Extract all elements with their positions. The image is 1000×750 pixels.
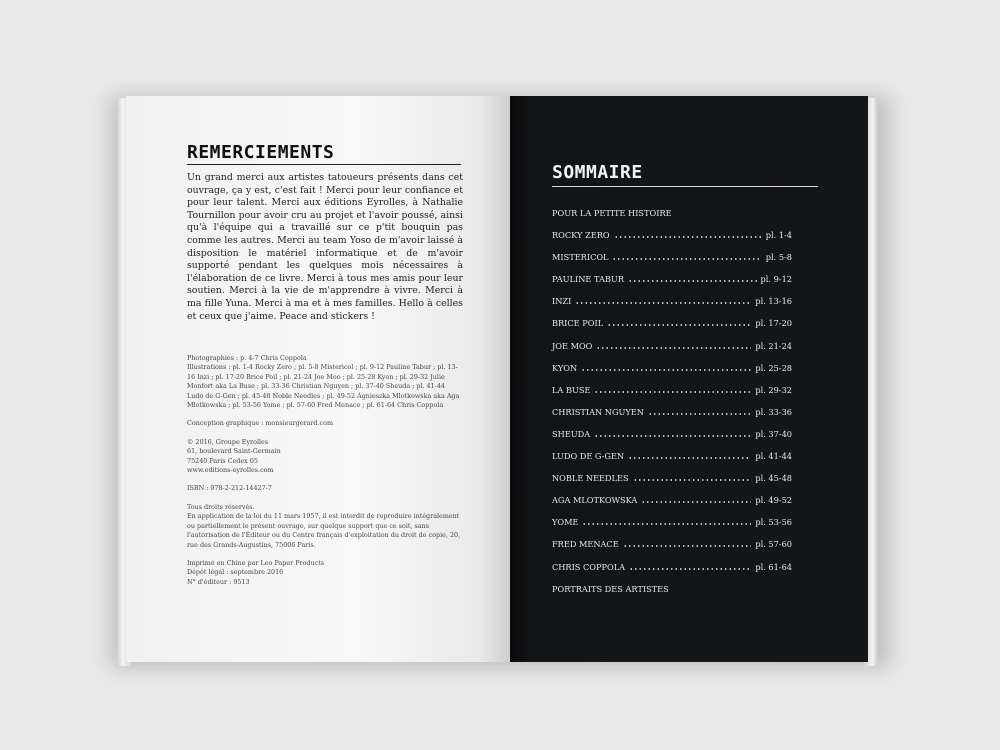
toc-entry-name: KYON <box>552 362 578 373</box>
toc-entry-name: JOE MOO <box>552 340 593 351</box>
toc-entry-pages: pl. 29-32 <box>755 384 792 395</box>
right-page <box>510 96 868 662</box>
toc-leader-dots <box>628 280 757 282</box>
toc-entry-pages: pl. 5-8 <box>765 252 792 263</box>
toc-entry <box>552 407 792 421</box>
print-line: N° d'éditeur : 9513 <box>187 577 250 586</box>
photo-credits: Photographies : p. 4-7 Chris Coppola <box>187 354 307 362</box>
toc-entry <box>552 562 792 576</box>
toc-leader-dots <box>629 568 751 570</box>
toc-leader-dots <box>575 302 751 304</box>
acknowledgements-text: Un grand merci aux artistes tatoueurs présents dans cet ouvrage, ça y est, c'est fait ! Merci pour leur confiance et pour leur talent. Merci aux éditions Eyrolles, à Nathalie Tournillon pour avoir cru au projet et l'avoir poussé, ainsi qu'à l'équipe qui a travaillé sur ce p'tit bouquin pas comme les autres. Merci au team Yoso de m'avoir laissé à disposition le matériel informatique et de m'avoir supporté pendant les quelques mois nécessaires à l'élaboration de ce livre. Merci à tous mes amis pour leur soutien. Merci à la vie de m'apprendre à vivre. Merci à ma fille Yuna. Merci à ma et à mes familles. Hello à celles et ceux que j'aime. Peace and stickers ! <box>187 172 463 322</box>
print-line: Imprimé en Chine par Leo Paper Products <box>187 558 325 567</box>
toc-leader-dots <box>628 457 751 459</box>
toc-entry-pages: pl. 57-60 <box>755 539 792 550</box>
publisher-line: 75240 Paris Cedex 05 <box>187 456 258 465</box>
toc-entry-name: LA BUSE <box>552 384 591 395</box>
illustration-credits: Illustrations : pl. 1-4 Rocky Zero ; pl. 5-8 Mistericol ; pl. 9-12 Pauline Tabur ; pl. 13-16 Inzi ; pl. 17-20 Brice Poil ; pl. 21-24 Joe Moo ; pl. 25-28 Kyon ; pl. 29-32 Julie Monfort aka La Buse ; pl. 33-36 Christian Nguyen ; pl. 37-40 Sheuda ; pl. 41-44 Ludo de G-Gen ; pl. 45-48 Noble Needles ; pl. 49-52 Agnieszka Mlotkowska aka Aga Mlotkowska ; pl. 53-56 Yome ; pl. 57-60 Fred Menace ; pl. 61-64 Chris Coppola <box>187 363 460 410</box>
toc-entry-name: YOME <box>552 517 579 528</box>
toc-entry <box>552 274 792 288</box>
design-credit: Conception graphique : monsieurgerard.com <box>187 419 334 428</box>
rights-text: En application de la loi du 11 mars 1957, il est interdit de reproduire intégralement ou partiellement le présent ouvrage, sur quelque support que ce soit, sans l'autorisation de l'Éditeur ou du Centre français d'exploitation du droit de copie, 20, rue des Grands-Augustins, 75006 Paris. <box>187 512 461 549</box>
publisher-address <box>187 438 463 476</box>
toc-entry-pages: pl. 49-52 <box>755 495 792 506</box>
toc-entry-name: NOBLE NEEDLES <box>552 473 629 484</box>
toc-entry <box>552 318 792 332</box>
toc-leader-dots <box>581 369 751 371</box>
toc-entry <box>552 385 792 399</box>
toc-leader-dots <box>594 435 751 437</box>
toc-entry-pages: pl. 61-64 <box>755 561 792 572</box>
isbn: ISBN : 978-2-212-14427-7 <box>187 484 272 493</box>
toc-entry-pages: pl. 1-4 <box>765 230 792 240</box>
toc-entry-name: SHEUDA <box>552 428 591 439</box>
toc-leader-dots <box>614 236 762 238</box>
toc-entry <box>552 473 792 487</box>
toc-entry-name: ROCKY ZERO <box>552 230 610 240</box>
publisher-line: 61, boulevard Saint-Germain <box>187 447 281 456</box>
contents-divider <box>552 186 818 187</box>
publisher-line: www.editions-eyrolles.com <box>187 466 274 475</box>
toc-leader-dots <box>594 391 751 393</box>
toc-entry-name: FRED MENACE <box>552 539 619 550</box>
toc-entry <box>552 252 792 266</box>
toc-intro: POUR LA PETITE HISTOIRE <box>552 208 672 218</box>
toc-leader-dots <box>607 324 751 326</box>
toc-entry-pages: pl. 9-12 <box>760 274 792 285</box>
toc-entry <box>552 517 792 531</box>
acknowledgements-title: REMERCIEMENTS <box>187 142 335 163</box>
toc-leader-dots <box>648 413 751 415</box>
title-divider <box>187 164 461 165</box>
toc-entry <box>552 341 792 355</box>
toc-entry-pages: pl. 21-24 <box>755 340 792 351</box>
toc-outro: PORTRAITS DES ARTISTES <box>552 583 669 594</box>
toc-entry <box>552 495 792 509</box>
toc-entry <box>552 539 792 553</box>
toc-entry-pages: pl. 41-44 <box>755 451 792 461</box>
toc-entry <box>552 296 792 310</box>
publisher-line: © 2016, Groupe Eyrolles <box>187 437 269 446</box>
toc-entry-pages: pl. 25-28 <box>755 362 792 373</box>
toc-leader-dots <box>633 479 752 481</box>
print-line: Dépôt légal : septembre 2016 <box>187 568 284 577</box>
toc-entry <box>552 451 792 465</box>
print-info <box>187 559 463 587</box>
toc-leader-dots <box>582 523 751 525</box>
toc-entry-name: MISTERICOL <box>552 252 609 263</box>
toc-leader-dots <box>641 501 751 503</box>
toc-entry <box>552 429 792 443</box>
toc-entry-name: INZI <box>552 296 572 307</box>
toc-entry <box>552 363 792 377</box>
toc-leader-dots <box>623 545 752 547</box>
toc-entry-pages: pl. 17-20 <box>755 318 792 329</box>
toc-entry-pages: pl. 45-48 <box>755 473 792 484</box>
toc-entry-pages: pl. 13-16 <box>755 296 792 307</box>
toc-leader-dots <box>596 347 751 349</box>
toc-entry-name: LUDO DE G-GEN <box>552 451 625 461</box>
toc-entry-pages: pl. 33-36 <box>755 406 792 417</box>
toc-entry <box>552 230 792 244</box>
toc-entry-name: PAULINE TABUR <box>552 274 624 285</box>
toc-entry-pages: pl. 37-40 <box>755 428 792 439</box>
toc-entry-name: CHRIS COPPOLA <box>552 561 626 572</box>
rights-title: Tous droits réservés. <box>187 502 255 511</box>
contents-title: SOMMAIRE <box>552 162 643 183</box>
colophon <box>187 354 463 596</box>
left-page <box>126 96 510 662</box>
toc-entry-name: BRICE POIL <box>552 318 604 329</box>
toc-entry-name: CHRISTIAN NGUYEN <box>552 406 644 417</box>
toc-leader-dots <box>612 258 761 260</box>
toc-entry-pages: pl. 53-56 <box>755 517 792 528</box>
toc-entry-name: AGA MLOTKOWSKA <box>552 495 638 506</box>
